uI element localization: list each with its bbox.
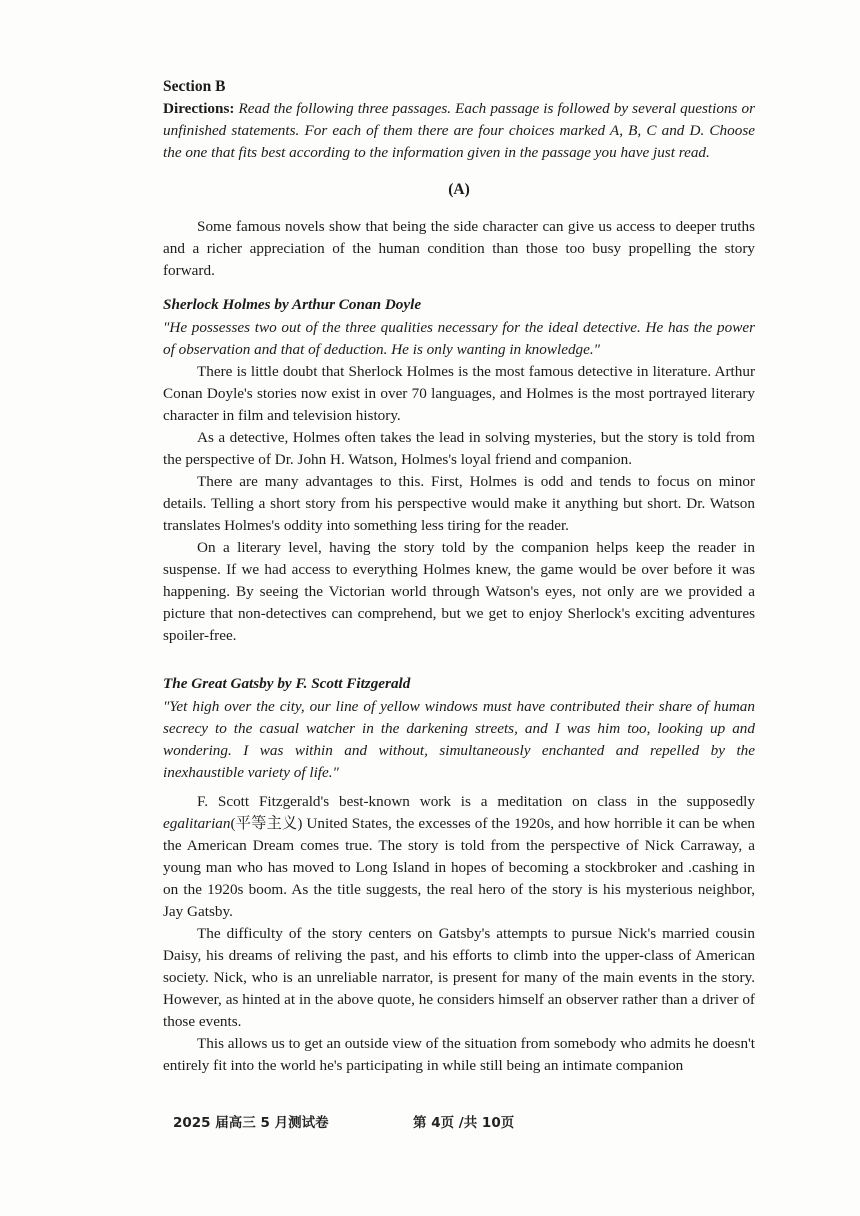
page-content	[163, 76, 755, 1077]
section1-paragraph: There are many advantages to this. First, Holmes is odd and tends to focus on minor details. Telling a short story from his perspective would make it anything but short. Dr. Watson translates Holmes's oddity into something less tiring for the reader.	[163, 473, 755, 534]
directions	[163, 98, 755, 164]
section1-paragraph: On a literary level, having the story told by the companion helps keep the reader in suspense. If we had access to everything Holmes knew, the game would be over before it was happening. By seeing the Victorian world through Watson's eyes, not only are we provided a picture that non-detectives can comprehend, but we get to enjoy Sherlock's exciting adventures spoiler-free.	[163, 539, 755, 644]
section1-heading: Sherlock Holmes by Arthur Conan Doyle	[163, 296, 422, 313]
section1-quote: "He possesses two out of the three qualities necessary for the ideal detective. He has the power of observation and that of deduction. He is only wanting in knowledge."	[163, 319, 755, 358]
section2-paragraph	[163, 791, 755, 923]
directions-text: Read the following three passages. Each passage is followed by several questions or unfinished statements. For each of them there are four choices marked A, B, C and D. Choose the one that fits best according to the information given in the passage you have just read.	[163, 100, 755, 161]
section2-quote: "Yet high over the city, our line of yellow windows must have contributed their share of human secrecy to the casual watcher in the darkening streets, and I was him too, looking up and wondering. I was within and without, simultaneously enchanted and repelled by the inexhaustible variety of life."	[163, 698, 755, 781]
section2-p1-rest: (平等主义) United States, the excesses of the 1920s, and how horrible it can be when the American Dream comes true. The story is told from the perspective of Nick Carraway, a young man who has moved to Long Island in hopes of becoming a stockbroker and .cashing in on the 1920s boom. As the title suggests, the real hero of the story is his mysterious neighbor, Jay Gatsby.	[163, 815, 755, 920]
section2-paragraph: This allows us to get an outside view of the situation from somebody who admits he doesn't entirely fit into the world he's participating in while still being an intimate companion	[163, 1035, 755, 1074]
page-footer	[173, 1111, 515, 1131]
section2-p1-italic: egalitarian	[163, 815, 231, 832]
spacer	[163, 647, 755, 661]
section-title: Section B	[163, 78, 226, 95]
page-number: 第 4页 /共 10页	[413, 1115, 515, 1131]
section1-paragraph: There is little doubt that Sherlock Holmes is the most famous detective in literature. Arthur Conan Doyle's stories now exist in over 70 languages, and Holmes is the most portrayed literary character in film and television history.	[163, 363, 755, 424]
section2-paragraph: The difficulty of the story centers on Gatsby's attempts to pursue Nick's married cousin Daisy, his dreams of reliving the past, and his efforts to climb into the upper-class of American society. Nick, who is an unreliable narrator, is present for many of the main events in the story. However, as hinted at in the above quote, he considers himself an observer rather than a driver of those events.	[163, 925, 755, 1030]
section1-paragraph: As a detective, Holmes often takes the lead in solving mysteries, but the story is told from the perspective of Dr. John H. Watson, Holmes's loyal friend and companion.	[163, 429, 755, 468]
exam-name: 2025 届高三 5 月测试卷	[173, 1115, 329, 1131]
passage-label: (A)	[448, 181, 470, 198]
directions-label: Directions:	[163, 100, 235, 117]
section2-heading: The Great Gatsby by F. Scott Fitzgerald	[163, 675, 411, 692]
intro-paragraph: Some famous novels show that being the side character can give us access to deeper truths and a richer appreciation of the human condition than those too busy propelling the story forward.	[163, 218, 755, 279]
section2-p1-start: F. Scott Fitzgerald's best-known work is a meditation on class in the supposedly	[197, 793, 755, 810]
